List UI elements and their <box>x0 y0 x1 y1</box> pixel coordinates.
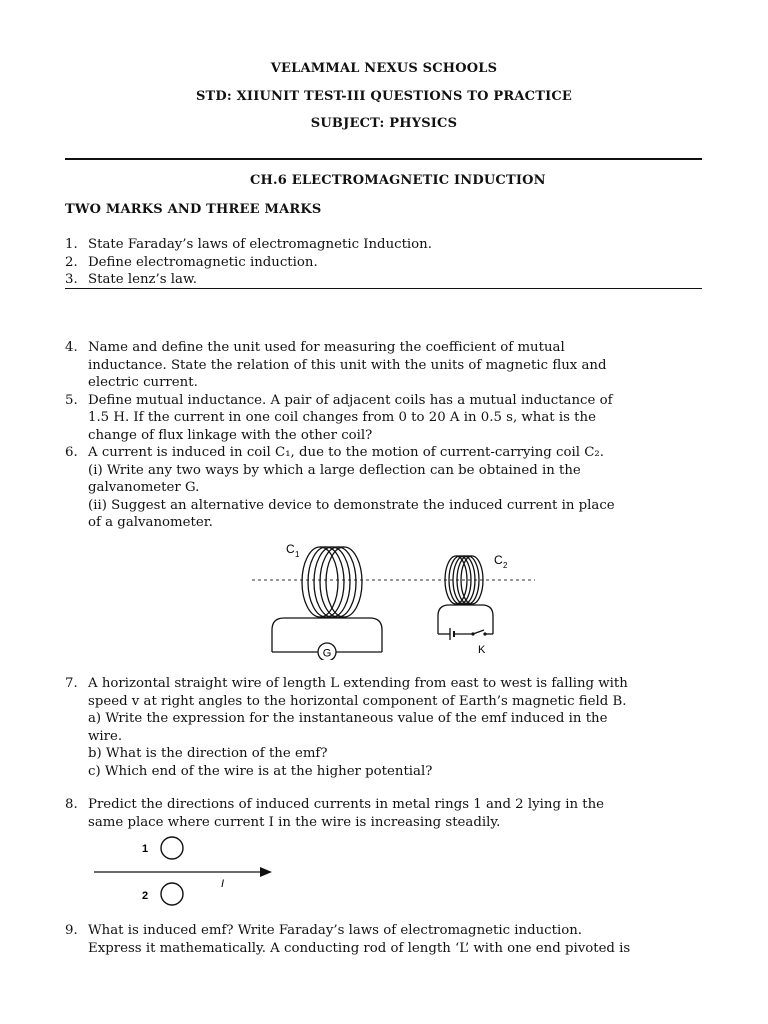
ring-2-label: 2 <box>142 890 149 902</box>
school-name: VELAMMAL NEXUS SCHOOLS <box>270 61 498 76</box>
subject-title: SUBJECT: PHYSICS <box>310 116 458 131</box>
ring-2 <box>161 883 183 905</box>
ring-1 <box>161 837 183 859</box>
coil-c1-label: C <box>286 542 295 556</box>
question-4 <box>65 339 705 392</box>
question-line: same place where current I in the wire is increasing steadily. <box>88 814 501 830</box>
question-line: electric current. <box>88 375 198 390</box>
question-6 <box>65 444 705 532</box>
coils-figure <box>250 538 540 660</box>
question-line: wire. <box>88 728 123 744</box>
ring-1-label: 1 <box>142 843 149 855</box>
question-line: 1.5 H. If the current in one coil changes from 0 to 20 A in 0.5 s, what is the <box>88 410 596 425</box>
question-number: 2. <box>65 254 78 270</box>
question-line: State lenz’s law. <box>88 272 197 287</box>
question-line: inductance. State the relation of this unit with the units of magnetic flux and <box>88 357 607 373</box>
question-line: galvanometer G. <box>88 480 200 495</box>
question-number: 8. <box>65 797 78 812</box>
question-line: Name and define the unit used for measuring the coefficient of mutual <box>88 340 565 355</box>
question-number: 6. <box>65 445 78 460</box>
question-number: 9. <box>65 923 78 938</box>
question-line: b) What is the direction of the emf? <box>88 746 328 761</box>
key-label: K <box>478 644 486 656</box>
question-2 <box>65 254 705 272</box>
question-number: 3. <box>65 272 78 287</box>
question-line: Define electromagnetic induction. <box>88 254 318 270</box>
coil-c2-label: C <box>494 553 503 567</box>
question-7 <box>65 675 705 780</box>
wire-rings-figure <box>90 832 280 912</box>
question-line: Express it mathematically. A conducting rod of length ‘L’ with one end pivoted is <box>88 940 631 956</box>
question-line: What is induced emf? Write Faraday’s laws of electromagnetic induction. <box>88 923 583 938</box>
question-line: c) Which end of the wire is at the higher potential? <box>88 763 433 779</box>
chapter-title: CH.6 ELECTROMAGNETIC INDUCTION <box>250 173 546 188</box>
coil-c1-subscript: 1 <box>295 550 300 559</box>
question-5 <box>65 392 705 445</box>
question-3 <box>65 271 705 289</box>
question-line: a) Write the expression for the instantaneous value of the emf induced in the <box>88 711 608 726</box>
question-8 <box>65 796 705 831</box>
question-line: State Faraday’s laws of electromagnetic Induction. <box>88 237 432 252</box>
question-number: 1. <box>65 237 78 252</box>
question-line: speed v at right angles to the horizontal component of Earth’s magnetic field B. <box>88 693 627 709</box>
galvanometer-label: G <box>322 647 332 660</box>
current-label: I <box>221 878 225 890</box>
question-line: of a galvanometer. <box>88 515 213 530</box>
question-line: (ii) Suggest an alternative device to demonstrate the induced current in place <box>88 497 615 513</box>
question-line: Predict the directions of induced currents in metal rings 1 and 2 lying in the <box>88 797 605 812</box>
question-1 <box>65 236 705 254</box>
test-title: STD: XIIUNIT TEST-III QUESTIONS TO PRACTICE <box>195 89 573 104</box>
question-number: 5. <box>65 392 78 408</box>
question-line: A horizontal straight wire of length L extending from east to west is falling with <box>88 676 628 691</box>
question-number: 4. <box>65 340 78 355</box>
key-switch-icon <box>473 630 484 634</box>
question-line: change of flux linkage with the other coil? <box>88 427 373 443</box>
coil-c2-subscript: 2 <box>503 561 508 570</box>
question-9 <box>65 922 705 957</box>
question-line: (i) Write any two ways by which a large deflection can be obtained in the <box>88 462 581 478</box>
question-line: A current is induced in coil C₁, due to the motion of current-carrying coil C₂. <box>88 445 604 460</box>
question-line: Define mutual inductance. A pair of adjacent coils has a mutual inductance of <box>88 392 613 408</box>
coil-c1 <box>302 547 362 617</box>
arrow-right-icon <box>260 867 272 877</box>
section-title: TWO MARKS AND THREE MARKS <box>65 202 322 217</box>
section-rule <box>65 288 702 289</box>
header-rule <box>65 158 702 160</box>
question-number: 7. <box>65 676 78 691</box>
